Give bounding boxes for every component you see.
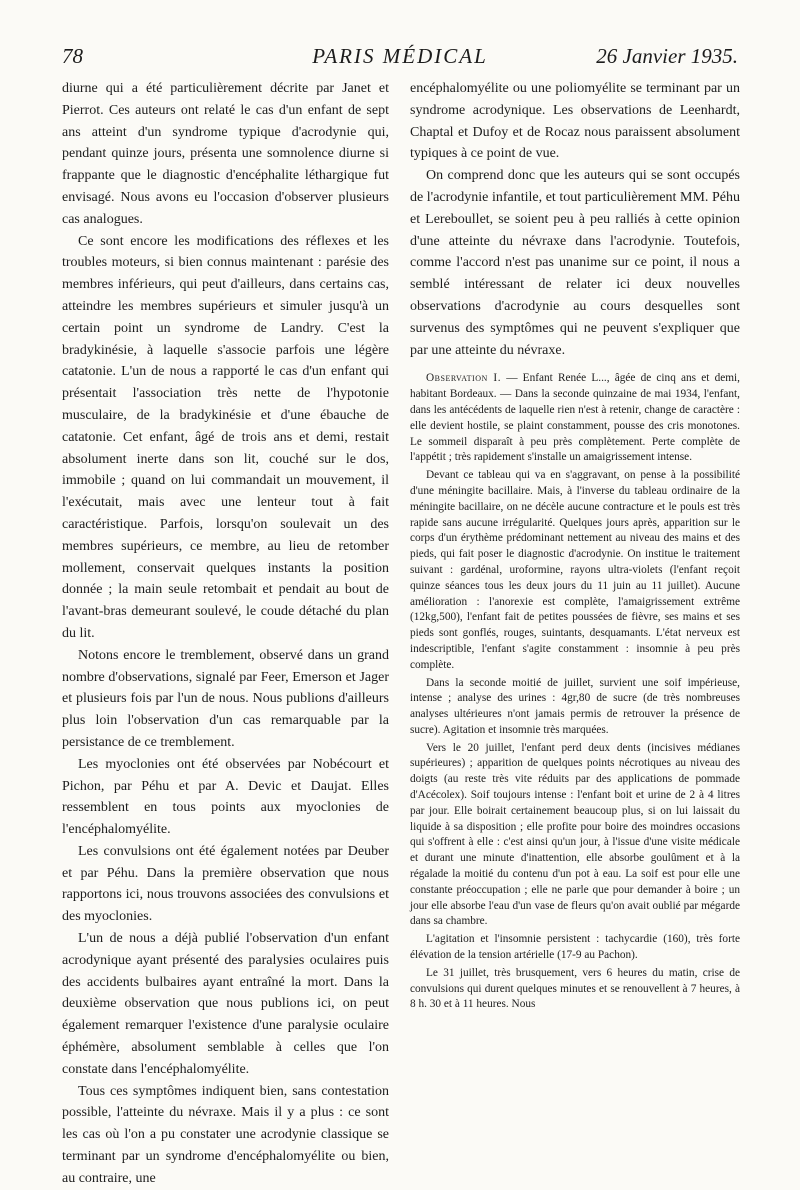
journal-title: PARIS MÉDICAL [312, 44, 488, 68]
paragraph: Ce sont encore les modifications des réflexes et les troubles moteurs, si bien connus maintenant : parésie des membres inférieurs, qui peut d'ailleurs, dans certains cas, atteindre les membres supérieurs et simuler jusqu'à un certain point un syndrome de Landry. C'est la bradykinésie, à laquelle s'associe parfois une légère catatonie. L'un de nous a rapporté le cas d'un enfant qui présentait l'association très nette de l'hypotonie musculaire, de la bradykinésie et d'une ébauche de catatonie. Cet enfant, âgé de trois ans et demi, restait absolument inerte dans son lit, couché sur le dos, immobile ; quand on lui commandait un mouvement, il l'exécutait, mais avec une lenteur tout à fait caractéristique. Parfois, lorsqu'on soulevait un des membres supérieurs, ce membre, au lieu de retomber mollement, conservait quelques instants la position donnée ; la main seule retombait et pendait au bout de l'avant-bras demeurant soulevé, le coude détaché du plan du lit. [62, 233, 389, 641]
right-column [410, 78, 740, 1015]
observation-paragraph: Vers le 20 juillet, l'enfant perd deux dents (incisives médianes supérieures) ; apparition de quelques points nécrotiques au niveau des doigts (au reste très vite réduits par des applications de pommade d'Acécolex). Soif toujours intense : l'enfant boit et urine de 2 à 4 litres par jour. Elle boirait certainement beaucoup plus, si on lui laissait du liquide à sa disposition ; elle profite pour boire des moindres occasions qui s'offrent à elle : c'est ainsi qu'un jour, à l'issue d'une visite médicale et durant une minute d'inattention, elle absorbe goulûment et à la régalade la moitié du contenu d'un pot à eau. La soif est pour elle une constante préoccupation ; elle ne parle que pour demander à boire ; un jour elle absorbe l'eau d'un vase de fleurs qu'on avait oublié par mégarde dans sa chambre. [410, 741, 740, 928]
running-header [62, 44, 738, 74]
observation-paragraph: Le 31 juillet, très brusquement, vers 6 heures du matin, crise de convulsions qui durent quelques minutes et se renouvellent à 7 heures, à 8 h. 30 et à 11 heures. Nous [410, 966, 740, 1011]
issue-date: 26 Janvier 1935. [596, 44, 738, 68]
observation-paragraph [410, 371, 740, 466]
paragraph: Les myoclonies ont été observées par Nobécourt et Pichon, par Péhu et par A. Devic et Daujat. Elles ressemblent en tous points aux myoclonies de l'encéphalomyélite. [62, 756, 389, 838]
left-column [62, 78, 389, 1190]
observation-label: Observation I. [426, 372, 502, 385]
paragraph: Notons encore le tremblement, observé dans un grand nombre d'observations, signalé par Feer, Emerson et Jager et plusieurs fois par l'un de nous. Nous publions d'ailleurs plus loin l'observation d'un cas remarquable par la persistance de ce tremblement. [62, 647, 389, 750]
paragraph: On comprend donc que les auteurs qui se sont occupés de l'acrodynie infantile, et tout particulièrement MM. Péhu et Lereboullet, se soient peu à peu ralliés à cette opinion d'une atteinte du névraxe dans l'acrodynie. Toutefois, comme l'accord n'est pas unanime sur ce point, il nous a semblé intéressant de relater ici deux nouvelles observations d'acrodynie au cours desquelles sont survenus des symptômes qui ne peuvent s'expliquer que par une atteinte du névraxe. [410, 168, 740, 358]
observation-paragraph: Devant ce tableau qui va en s'aggravant, on pense à la possibilité d'une méningite bacillaire. Mais, à l'inverse du tableau ordinaire de la méningite bacillaire, on ne décèle aucune contracture et le pouls est très rapide sans aucune irrégularité. Quelques jours après, apparition sur le corps d'un érythème prédominant nettement au niveau des mains et des pieds, qui fait poser le diagnostic d'acrodynie. On institue le traitement suivant : gardénal, uroformine, rayons ultra-violets (l'enfant reçoit quinze séances tous les deux jours du 11 juin au 11 juillet). Aucune amélioration : l'anorexie est complète, l'amaigrissement extrême (12kg,500), l'enfant fait de petites poussées de fièvre, ses mains et ses pieds sont gonflés, rouges, suintants, desquamants. L'état nerveux est indescriptible, l'enfant s'agite constamment : insomnie à peu près complète. [410, 469, 740, 671]
observation-paragraph: Dans la seconde moitié de juillet, survient une soif impérieuse, intense ; analyse des urines : 4gr,80 de sucre (de très nombreuses analyses ultérieures n'ont jamais permis de retrouver la présence de sucre). Agitation et insomnie très marquées. [410, 676, 740, 736]
paragraph: Les convulsions ont été également notées par Deuber et par Péhu. Dans la première observation que nous rapportons ici, nous trouvons associées des convulsions et des myoclonies. [62, 843, 389, 925]
paragraph: L'un de nous a déjà publié l'observation d'un enfant acrodynique ayant présenté des paralysies oculaires puis des accidents bulbaires ayant entraîné la mort. Dans la deuxième observation que nous publions ici, on peut également remarquer l'existence d'une paralysie oculaire éphémère, absolument semblable à celles que l'on constate dans l'encéphalomyélite. [62, 931, 389, 1077]
observation-text: — Enfant Renée L..., âgée de cinq ans et demi, habitant Bordeaux. — Dans la seconde quinzaine de mai 1934, l'enfant, dans les antécédents de laquelle rien n'est à retenir, change de caractère : elle devient hostile, se plaint constamment, pousse des cris monotones. Le sommeil disparaît à peu près complètement. Perte complète de l'appétit ; très rapidement s'installe un amaigrissement intense. [410, 372, 740, 464]
paragraph: encéphalomyélite ou une poliomyélite se terminant par un syndrome acrodynique. Les observations de Leenhardt, Chaptal et Dufoy et de Rocaz nous paraissent absolument typiques à ce point de vue. [410, 81, 740, 162]
paragraph: Tous ces symptômes indiquent bien, sans contestation possible, l'atteinte du névraxe. Mais il y a plus : ce sont les cas où l'on a pu constater une acrodynie classique se terminant par un syndrome d'encéphalomyélite ou bien, au contraire, une [62, 1083, 389, 1186]
page-number: 78 [62, 44, 83, 68]
observation-paragraph: L'agitation et l'insomnie persistent : tachycardie (160), très forte élévation de la tension artérielle (17-9 au Pachon). [410, 933, 740, 962]
observation-block [410, 371, 740, 1013]
paragraph: diurne qui a été particulièrement décrite par Janet et Pierrot. Ces auteurs ont relaté le cas d'un enfant de sept ans atteint d'un syndrome typique d'acrodynie qui, pendant quinze jours, présenta une somnolence diurne si frappante que le diagnostic d'encéphalite léthargique fut envisagé. Nous avons eu l'occasion d'observer plusieurs cas analogues. [62, 81, 389, 227]
